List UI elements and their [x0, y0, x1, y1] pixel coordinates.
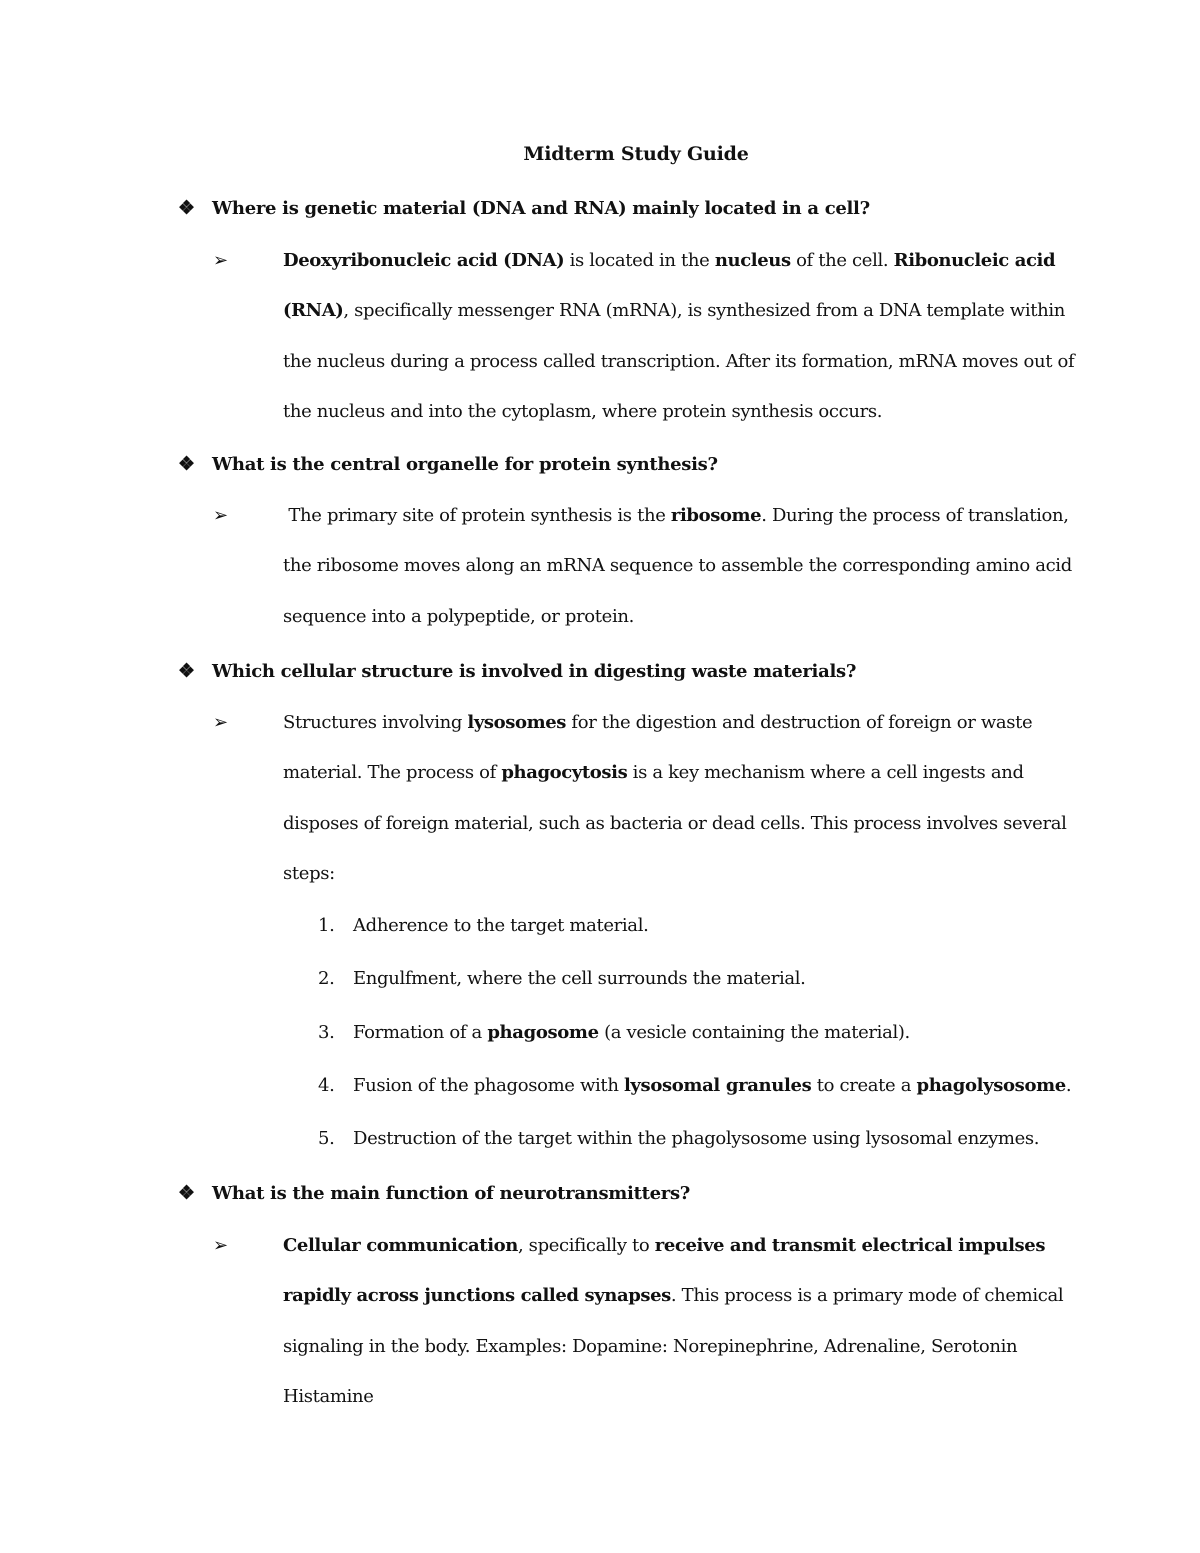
answer-4-bold-impulses: receive and transmit electrical impulses rapidly across junctions called synapses	[283, 1235, 1046, 1307]
answer-4-bold-cellular-communication: Cellular communication	[283, 1235, 518, 1256]
diamond-bullet-icon: ❖	[178, 453, 195, 475]
list-item-text: Formation of a	[353, 1022, 488, 1043]
answer-2-text: . During the process of translation, the ribosome moves along an mRNA sequence to assemble the corresponding amino acid sequence into a polypeptide, or protein.	[283, 505, 1072, 627]
list-item-text: .	[1065, 1075, 1072, 1096]
list-item	[318, 912, 1118, 940]
answer-1	[213, 236, 1078, 438]
answer-1-text: is located in the	[564, 250, 715, 271]
list-item-text: Fusion of the phagosome with	[353, 1075, 624, 1096]
answer-2-bold-ribosome: ribosome	[670, 505, 762, 526]
answer-3-text: for the digestion and destruction of foreign or waste material. The process of	[283, 712, 1033, 784]
diamond-bullet-icon: ❖	[178, 197, 195, 219]
answer-4	[213, 1221, 1078, 1423]
list-item-text: Destruction of the target within the phagolysosome using lysosomal enzymes.	[353, 1128, 1040, 1149]
answer-3-bold-lysosomes: lysosomes	[467, 712, 567, 733]
arrow-bullet-icon: ➢	[213, 712, 228, 733]
question-3	[178, 657, 1138, 686]
answer-1-bold-rna: Ribonucleic acid (RNA)	[283, 250, 1056, 322]
list-item-text: to create a	[811, 1075, 917, 1096]
answer-4-text: , specifically to	[517, 1235, 655, 1256]
arrow-bullet-icon: ➢	[213, 505, 228, 526]
list-item	[318, 1019, 1118, 1047]
answer-4-text: . This process is a primary mode of chemical signaling in the body. Examples: Dopamine: Norepinephrine, Adrenaline, Serotonin Histamine	[283, 1285, 1064, 1408]
arrow-bullet-icon: ➢	[213, 250, 228, 271]
answer-3	[213, 698, 1078, 900]
list-item	[318, 1072, 1118, 1100]
answer-1-text: of the cell.	[790, 250, 894, 271]
answer-1-text: , specifically messenger RNA (mRNA), is synthesized from a DNA template within the nucleus during a process called transcription. After its formation, mRNA moves out of the nucleus and into the cytoplasm, where protein synthesis occurs.	[283, 300, 1075, 423]
answer-2-text: The primary site of protein synthesis is the	[283, 505, 671, 526]
list-number: 4.	[318, 1075, 335, 1096]
list-item-text: Engulfment, where the cell surrounds the material.	[353, 968, 806, 989]
question-4-text: What is the main function of neurotransmitters?	[212, 1183, 691, 1204]
answer-3-text: Structures involving	[283, 712, 468, 733]
list-item-bold-lysosomal-granules: lysosomal granules	[623, 1075, 812, 1096]
question-1	[178, 194, 1138, 223]
list-number: 2.	[318, 968, 335, 989]
answer-3-bold-phagocytosis: phagocytosis	[501, 762, 628, 784]
question-3-text: Which cellular structure is involved in digesting waste materials?	[212, 661, 857, 682]
list-item-text: (a vesicle containing the material).	[598, 1022, 910, 1043]
answer-1-bold-dna: Deoxyribonucleic acid (DNA)	[283, 250, 565, 271]
answer-2	[213, 491, 1078, 642]
answer-3-text: is a key mechanism where a cell ingests and disposes of foreign material, such as bacteria or dead cells. This process involves several steps:	[283, 762, 1067, 885]
list-item	[318, 965, 1118, 993]
list-number: 3.	[318, 1022, 335, 1043]
list-item	[318, 1125, 1118, 1153]
question-1-text: Where is genetic material (DNA and RNA) mainly located in a cell?	[212, 198, 870, 219]
list-number: 1.	[318, 915, 335, 936]
diamond-bullet-icon: ❖	[178, 660, 195, 682]
arrow-bullet-icon: ➢	[213, 1235, 228, 1256]
answer-1-bold-nucleus: nucleus	[714, 250, 791, 271]
list-item-bold-phagosome: phagosome	[487, 1022, 599, 1043]
question-2	[178, 450, 1138, 479]
diamond-bullet-icon: ❖	[178, 1182, 195, 1204]
question-2-text: What is the central organelle for protein synthesis?	[212, 454, 718, 475]
question-4	[178, 1179, 1138, 1208]
list-item-text: Adherence to the target material.	[353, 915, 649, 936]
list-number: 5.	[318, 1128, 335, 1149]
list-item-bold-phagolysosome: phagolysosome	[916, 1075, 1066, 1096]
page-title: Midterm Study Guide	[523, 143, 749, 165]
